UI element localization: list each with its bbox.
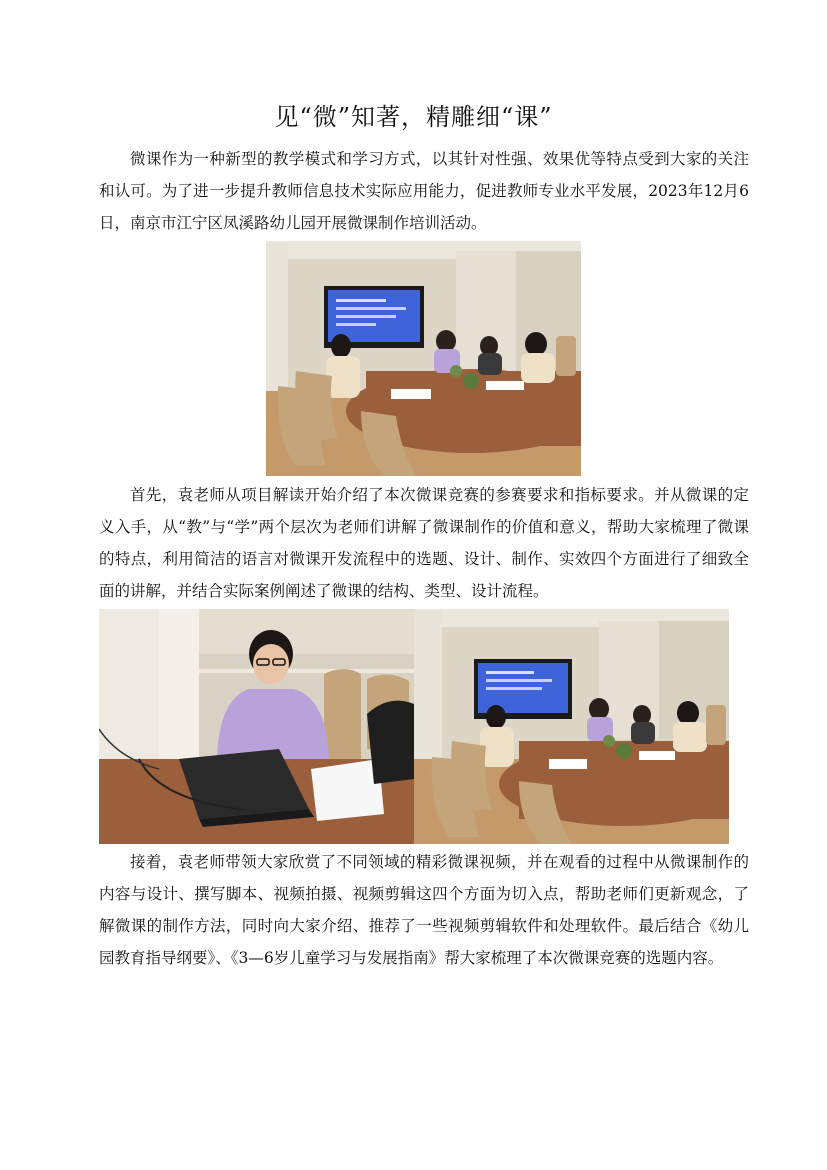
meeting-room-photo	[266, 241, 581, 476]
paragraph-intro: 微课作为一种新型的教学模式和学习方式，以其针对性强、效果优等特点受到大家的关注和认可。为了进一步提升教师信息技术实际应用能力，促进教师专业水平发展，2023年12月6日，南京市江宁区凤溪路幼儿园开展微课制作培训活动。	[99, 150, 749, 232]
paragraph-lecture-content: 首先，袁老师从项目解读开始介绍了本次微课竞赛的参赛要求和指标要求。并从微课的定义入手，从“教”与“学”两个层次为老师们讲解了微课制作的价值和意义，帮助大家梳理了微课的特点，利用简洁的语言对微课开发流程中的选题、设计、制作、实效四个方面进行了细致全面的讲解，并结合实际案例阐述了微课的结构、类型、设计流程。	[99, 486, 749, 600]
meeting-room-photo-2	[414, 609, 729, 844]
document-title: 见“微”知著，精雕细“课”	[274, 103, 553, 131]
teacher-laptop-photo	[99, 609, 414, 844]
paragraph-video-training: 接着，袁老师带领大家欣赏了不同领域的精彩微课视频，并在观看的过程中从微课制作的内容与设计、撰写脚本、视频拍摄、视频剪辑这四个方面为切入点，帮助老师们更新观念，了解微课的制作方法，同时向大家介绍、推荐了一些视频剪辑软件和处理软件。最后结合《幼儿园教育指导纲要》、《3—6岁儿童学习与发展指南》帮大家梳理了本次微课竞赛的选题内容。	[99, 853, 749, 967]
